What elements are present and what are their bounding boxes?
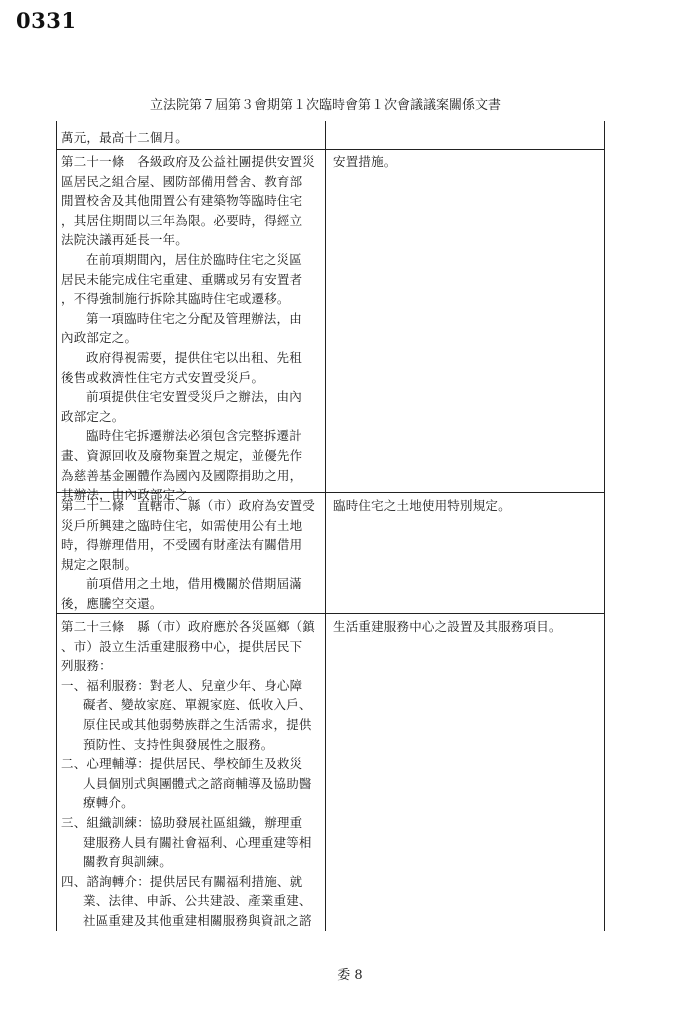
document-header: 立法院第７屆第３會期第１次臨時會第１次會議議案關係文書 — [150, 98, 502, 113]
list-item-continuation: 礙者、變故家庭、單親家庭、低收入戶、 — [83, 697, 312, 713]
explanation-text: 生活重建服務中心之設置及其服務項目。 — [333, 619, 562, 634]
list-item-continuation: 社區重建及其他重建相關服務與資訊之諮 — [83, 912, 312, 928]
text-line: 災戶所興建之臨時住宅，如需使用公有土地 — [61, 517, 303, 533]
page-code: 0331 — [16, 8, 77, 33]
text-line: 萬元，最高十二個月。 — [61, 130, 189, 145]
article-heading-line: 第二十三條 縣（市）政府應於各災區鄉（鎮 — [61, 619, 316, 634]
text-line: 時，得辦理借用，不受國有財產法有關借用 — [61, 537, 303, 553]
list-item-continuation: 關教育與訓練。 — [83, 854, 172, 870]
text-line: 規定之限制。 — [61, 556, 138, 572]
table-column-divider — [325, 121, 326, 931]
text-line: 其辦法，由內政部定之。 — [61, 487, 201, 503]
list-item-line: 二、心理輔導：提供居民、學校師生及救災 — [61, 756, 303, 772]
text-line: 區居民之組合屋、國防部備用營舍、教育部 — [61, 173, 303, 189]
explanation-cell — [333, 617, 598, 637]
text-line: ，不得強制施行拆除其臨時住宅或遷移。 — [61, 291, 290, 307]
explanation-text: 臨時住宅之土地使用特別規定。 — [333, 498, 511, 513]
list-item-continuation: 業、法律、申訴、公共建設、產業重建、 — [83, 893, 312, 909]
text-line: 居民未能完成住宅重建、重購或另有安置者 — [61, 271, 303, 287]
list-item-line: 三、組織訓練：協助發展社區組織，辦理重 — [61, 814, 303, 830]
paragraph-line: 第一項臨時住宅之分配及管理辦法，由 — [86, 310, 302, 326]
provisions-table — [56, 121, 604, 931]
article-text-cell — [61, 128, 323, 148]
list-item-continuation: 建服務人員有關社會福利、心理重建等相 — [83, 834, 312, 850]
list-item-continuation: 人員個別式與團體式之諮商輔導及協助醫 — [83, 775, 312, 791]
article-text-cell — [61, 152, 323, 505]
list-item-line: 四、諮詢轉介：提供居民有關福利措施、就 — [61, 873, 303, 889]
paragraph-line: 臨時住宅拆遷辦法必須包含完整拆遷計 — [86, 428, 302, 444]
text-line: 內政部定之。 — [61, 330, 138, 346]
paragraph-line: 前項借用之土地，借用機關於借期屆滿 — [86, 576, 302, 592]
text-line: 列服務： — [61, 658, 112, 674]
text-line: 法院決議再延長一年。 — [61, 232, 189, 248]
explanation-text: 安置措施。 — [333, 154, 397, 169]
text-line: 政部定之。 — [61, 408, 125, 424]
text-line: 、市）設立生活重建服務中心，提供居民下 — [61, 638, 303, 654]
text-line: 為慈善基金團體作為國內及國際捐助之用， — [61, 467, 303, 483]
paragraph-line: 在前項期間內，居住於臨時住宅之災區 — [86, 251, 302, 267]
list-item-continuation: 療轉介。 — [83, 795, 134, 811]
explanation-cell — [333, 496, 598, 516]
explanation-cell — [333, 152, 598, 172]
article-text-cell — [61, 496, 323, 614]
text-line: 閒置校舍及其他閒置公有建築物等臨時住宅 — [61, 193, 303, 209]
table-right-border — [604, 121, 605, 931]
text-line: ，其居住期間以三年為限。必要時，得經立 — [61, 212, 303, 228]
paragraph-line: 前項提供住宅安置受災戶之辦法，由內 — [86, 389, 302, 405]
page-footer: 委 8 — [337, 968, 363, 983]
text-line: 畫、資源回收及廢物棄置之規定，並優先作 — [61, 447, 303, 463]
text-line: 後，應騰空交還。 — [61, 595, 163, 611]
article-heading-line: 第二十二條 直轄市、縣（市）政府為安置受 — [61, 498, 316, 513]
list-item-line: 一、福利服務：對老人、兒童少年、身心障 — [61, 677, 303, 693]
article-text-cell — [61, 617, 323, 931]
list-item-continuation: 預防性、支持性與發展性之服務。 — [83, 736, 274, 752]
paragraph-line: 政府得視需要，提供住宅以出租、先租 — [86, 349, 302, 365]
text-line: 後售或救濟性住宅方式安置受災戶。 — [61, 369, 265, 385]
list-item-continuation: 原住民或其他弱勢族群之生活需求，提供 — [83, 716, 312, 732]
article-heading-line: 第二十一條 各級政府及公益社團提供安置災 — [61, 154, 316, 169]
table-left-border — [56, 121, 57, 931]
row-divider — [56, 149, 604, 150]
